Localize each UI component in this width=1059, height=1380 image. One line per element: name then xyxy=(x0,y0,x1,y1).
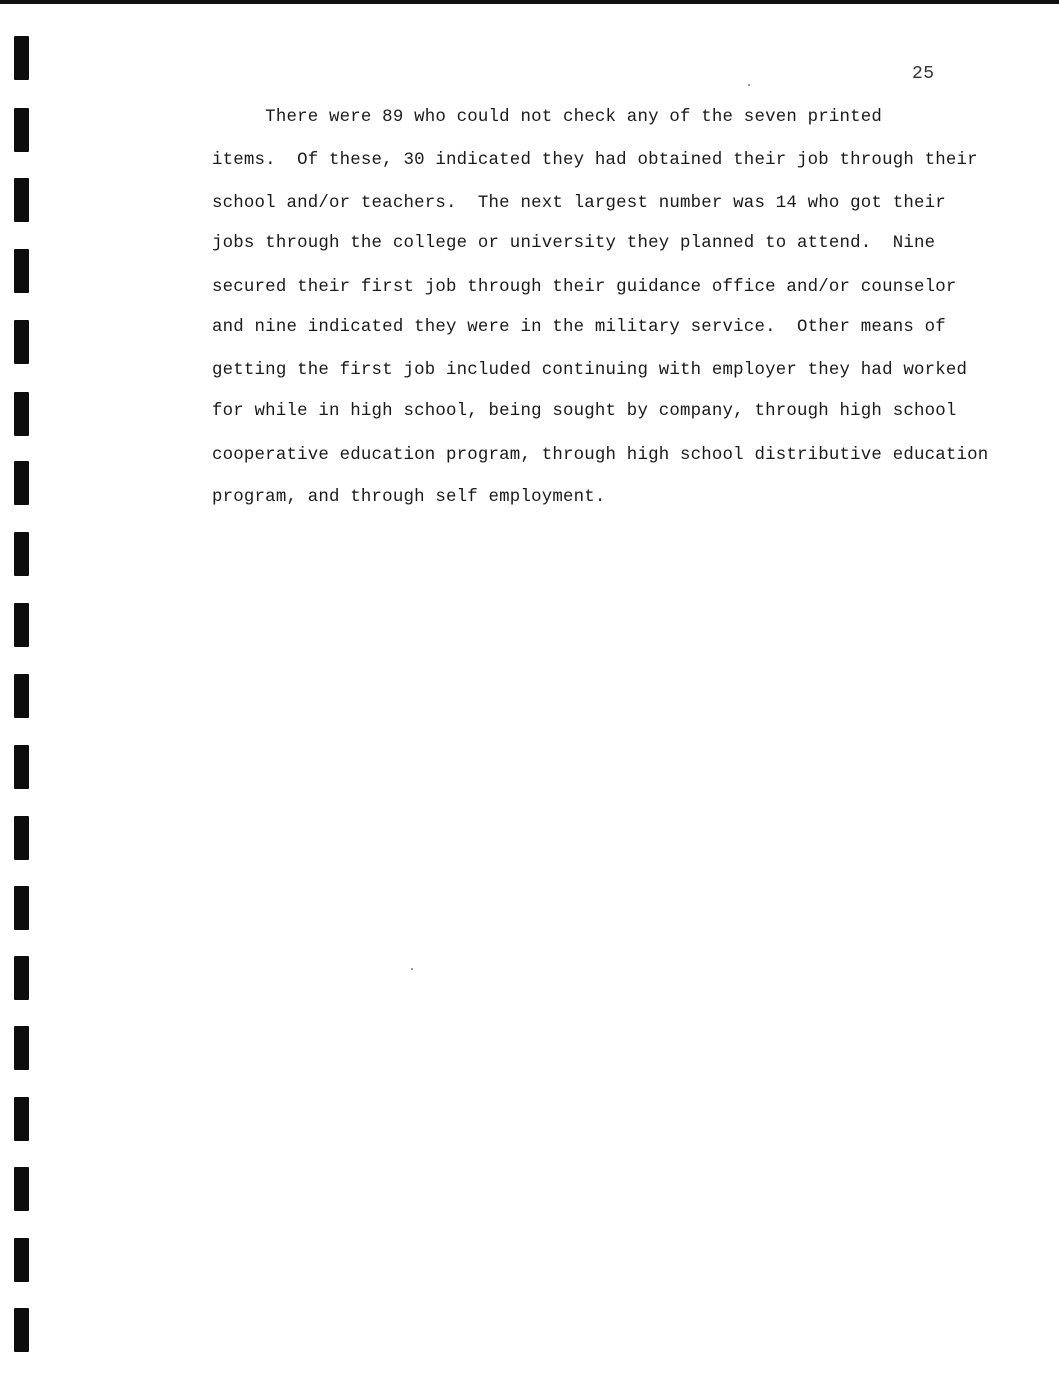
body-line-2: items. Of these, 30 indicated they had obtained their job through their xyxy=(212,151,978,170)
binding-mark xyxy=(14,956,29,1000)
page-number: 25 xyxy=(912,64,935,84)
binding-mark xyxy=(14,178,29,222)
body-line-7: getting the first job included continuing with employer they had worked xyxy=(212,361,968,380)
binding-mark xyxy=(14,36,29,80)
binding-mark xyxy=(14,392,29,436)
binding-mark xyxy=(14,461,29,505)
body-line-3: school and/or teachers. The next largest number was 14 who got their xyxy=(212,194,946,213)
binding-mark xyxy=(14,1308,29,1352)
binding-mark xyxy=(14,816,29,860)
body-line-4: jobs through the college or university they planned to attend. Nine xyxy=(212,234,936,253)
binding-mark xyxy=(14,674,29,718)
body-line-8: for while in high school, being sought by company, through high school xyxy=(212,402,957,421)
binding-mark xyxy=(14,249,29,293)
binding-mark xyxy=(14,108,29,152)
page-top-edge xyxy=(0,0,1059,4)
binding-mark xyxy=(14,1026,29,1070)
binding-mark xyxy=(14,1238,29,1282)
binding-mark xyxy=(14,1167,29,1211)
binding-mark xyxy=(14,1097,29,1141)
binding-marks xyxy=(14,0,34,1380)
body-line-1: There were 89 who could not check any of the seven printed xyxy=(212,108,883,127)
binding-mark xyxy=(14,886,29,930)
body-line-5: secured their first job through their guidance office and/or counselor xyxy=(212,278,957,297)
binding-mark xyxy=(14,320,29,364)
body-line-6: and nine indicated they were in the military service. Other means of xyxy=(212,318,946,337)
binding-mark xyxy=(14,745,29,789)
scan-speck xyxy=(748,84,750,86)
binding-mark xyxy=(14,532,29,576)
body-line-9: cooperative education program, through high school distributive education xyxy=(212,446,989,465)
body-line-10: program, and through self employment. xyxy=(212,488,606,507)
binding-mark xyxy=(14,603,29,647)
scan-speck xyxy=(411,968,413,970)
